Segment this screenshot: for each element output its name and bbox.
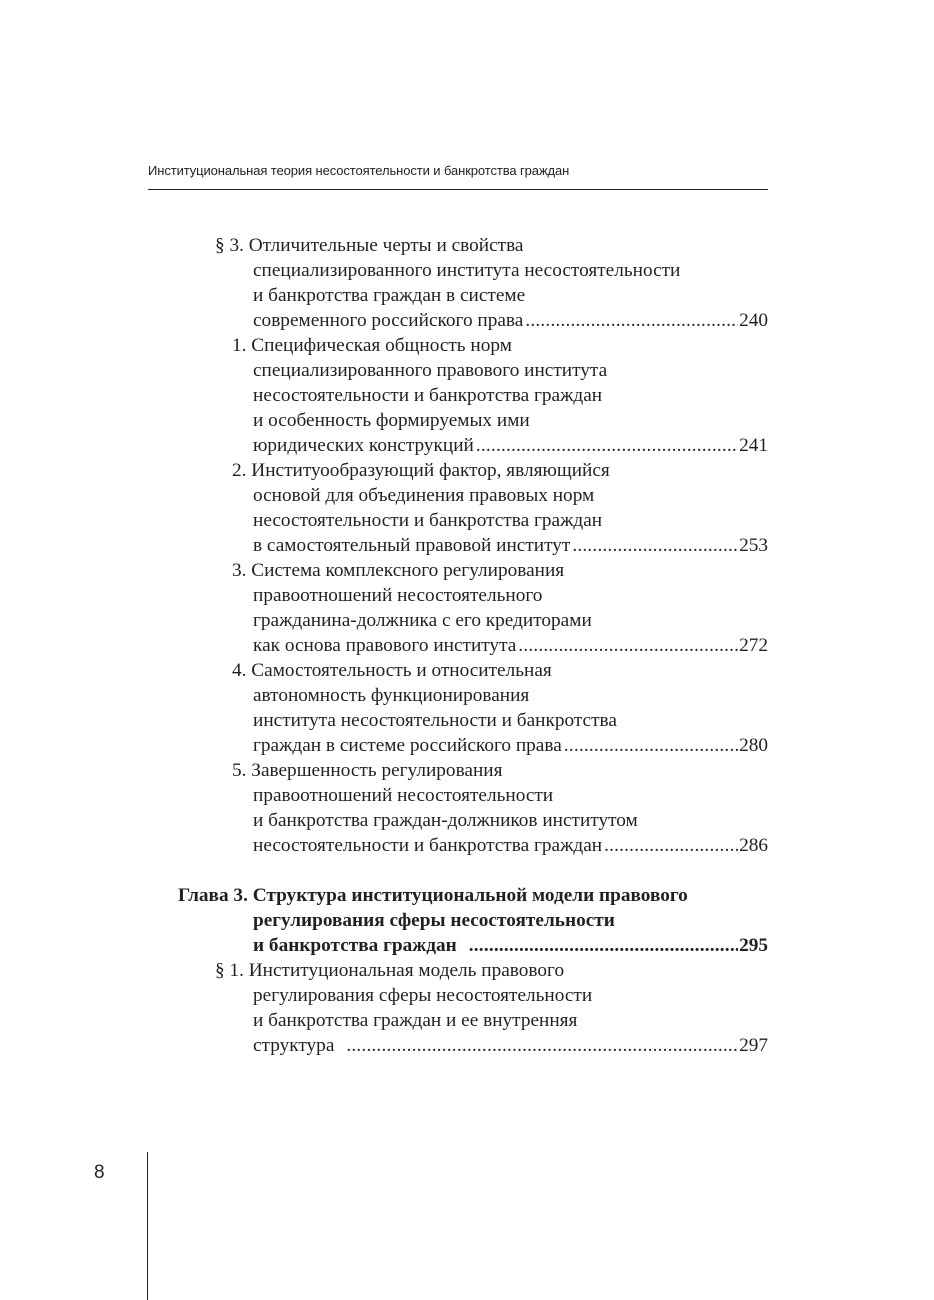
page-number: 8 <box>94 1162 105 1183</box>
toc-page-number: 272 <box>739 635 768 656</box>
dot-leader <box>564 733 738 758</box>
toc-entry-line: и особенность формируемых ими <box>253 410 530 431</box>
toc-entry-item-2[interactable] <box>148 458 768 558</box>
toc-entry-line: несостоятельности и банкротства граждан <box>253 385 603 406</box>
toc-entry-line: современного российского права <box>253 310 524 331</box>
dot-leader <box>525 308 738 333</box>
toc-entry-line: несостоятельности и банкротства граждан <box>253 510 603 531</box>
toc-entry-line: и банкротства граждан <box>253 935 457 956</box>
dot-leader <box>604 833 738 858</box>
toc-entry-line: гражданина-должника с его кредиторами <box>253 610 592 631</box>
toc-page-number: 253 <box>739 535 768 556</box>
toc-entry-line: 4. Самостоятельность и относительная <box>232 660 552 681</box>
toc-entry-line: § 3. Отличительные черты и свойства <box>215 235 524 256</box>
toc-entry-line: юридических конструкций <box>253 435 474 456</box>
toc-entry-section-3[interactable] <box>148 233 768 333</box>
toc-entry-line: и банкротства граждан в системе <box>253 285 526 306</box>
running-head-title: Институциональная теория несостоятельности и банкротства граждан <box>148 163 570 178</box>
toc-entry-last-line <box>148 633 768 658</box>
dot-leader <box>572 533 738 558</box>
header-rule <box>148 189 768 190</box>
toc-entry-chapter-3-section-1[interactable] <box>148 958 768 1058</box>
toc-entry-line: как основа правового института <box>253 635 517 656</box>
toc-entry-line: 2. Институообразующий фактор, являющийся <box>232 460 610 481</box>
footer-vertical-rule <box>147 1152 148 1300</box>
toc-entry-line: 3. Система комплексного регулирования <box>232 560 565 581</box>
toc-entry-line: регулирования сферы несостоятельности <box>253 985 593 1006</box>
toc-page-number: 295 <box>739 935 768 956</box>
table-of-contents <box>148 233 768 1058</box>
toc-entry-line: граждан в системе российского права <box>253 735 562 756</box>
toc-entry-line: Глава 3. Структура институциональной модели правового <box>178 885 688 906</box>
dot-leader <box>476 433 738 458</box>
toc-entry-line: основой для объединения правовых норм <box>253 485 595 506</box>
toc-entry-line: 1. Специфическая общность норм <box>232 335 512 356</box>
toc-entry-line: автономность функционирования <box>253 685 530 706</box>
toc-entry-last-line <box>148 308 768 333</box>
dot-leader <box>518 633 738 658</box>
toc-page-number: 286 <box>739 835 768 856</box>
dot-leader <box>346 1033 738 1058</box>
dot-leader <box>469 933 738 958</box>
toc-entry-line: специализированного института несостоятельности <box>253 260 681 281</box>
toc-entry-line: регулирования сферы несостоятельности <box>253 910 615 931</box>
toc-entry-last-line <box>148 433 768 458</box>
toc-page-number: 297 <box>739 1035 768 1056</box>
toc-entry-item-1[interactable] <box>148 333 768 458</box>
toc-entry-line: института несостоятельности и банкротства <box>253 710 617 731</box>
toc-entry-last-line <box>148 833 768 858</box>
toc-entry-line: 5. Завершенность регулирования <box>232 760 503 781</box>
toc-page-number: 240 <box>739 310 768 331</box>
toc-page-number: 241 <box>739 435 768 456</box>
toc-entry-item-3[interactable] <box>148 558 768 658</box>
toc-entry-line: специализированного правового института <box>253 360 608 381</box>
toc-entry-line: структура <box>253 1035 335 1056</box>
toc-entry-line: § 1. Институциональная модель правового <box>215 960 565 981</box>
toc-entry-last-line <box>148 533 768 558</box>
toc-entry-line: правоотношений несостоятельности <box>253 785 554 806</box>
toc-entry-last-line <box>148 1033 768 1058</box>
toc-page-number: 280 <box>739 735 768 756</box>
toc-entry-last-line <box>148 733 768 758</box>
toc-entry-item-5[interactable] <box>148 758 768 858</box>
toc-entry-item-4[interactable] <box>148 658 768 758</box>
toc-entry-last-line <box>148 933 768 958</box>
toc-entry-chapter-3[interactable] <box>148 883 768 958</box>
toc-entry-line: и банкротства граждан и ее внутренняя <box>253 1010 578 1031</box>
toc-entry-line: несостоятельности и банкротства граждан <box>253 835 603 856</box>
toc-entry-line: и банкротства граждан-должников институтом <box>253 810 638 831</box>
toc-entry-line: в самостоятельный правовой институт <box>253 535 571 556</box>
toc-entry-line: правоотношений несостоятельного <box>253 585 543 606</box>
